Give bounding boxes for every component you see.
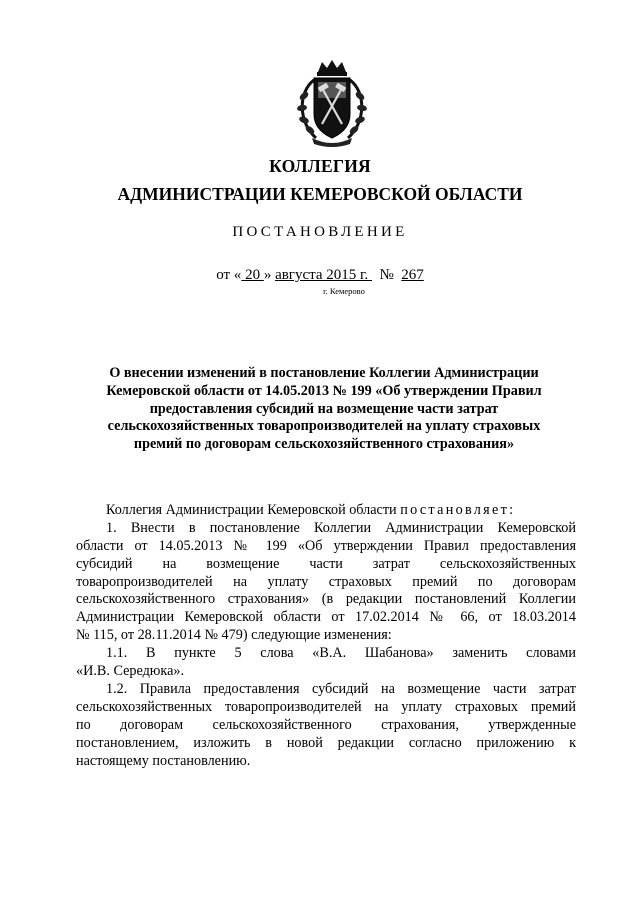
paragraph-1-2-line: сельскохозяйственных товаропроизводителей на уплату страховых премий — [76, 698, 576, 715]
subject-line: сельскохозяйственных товаропроизводителей на уплату страховых — [107, 418, 541, 435]
number-sign: № — [371, 267, 402, 283]
paragraph-1-2-line: по договорам сельскохозяйственного страхования, утвержденные — [76, 716, 576, 733]
resolves-word: постановляет: — [400, 502, 516, 518]
document-number: 267 — [401, 267, 424, 283]
subject-line: премий по договорам сельскохозяйственного страхования» — [133, 436, 515, 453]
document-type: ПОСТАНОВЛЕНИЕ — [232, 224, 408, 240]
document-subject — [64, 365, 584, 454]
date-month-year: августа 2015 г. — [275, 267, 372, 283]
paragraph-1-line: Администрации Кемеровской области от 17.02.2014 № 66, от 18.03.2014 — [76, 609, 576, 626]
paragraph-1-1-line: «И.В. Середюка». — [76, 663, 185, 680]
coat-of-arms-icon — [294, 58, 370, 148]
paragraph-1-line: товаропроизводителей на уплату страховых премий по договорам — [76, 573, 576, 590]
document-body — [76, 502, 576, 770]
paragraph-1-line: № 115, от 28.11.2014 № 479) следующие изменения: — [76, 627, 392, 644]
date-mid: » — [263, 267, 276, 283]
subject-line: Кемеровской области от 14.05.2013 № 199 «Об утверждении Правил — [106, 382, 542, 399]
org-title-line2: АДМИНИСТРАЦИИ КЕМЕРОВСКОЙ ОБЛАСТИ — [117, 184, 523, 204]
preamble-text: Коллегия Администрации Кемеровской области — [106, 502, 397, 518]
subject-line: О внесении изменений в постановление Коллегии Администрации — [109, 365, 539, 381]
org-title-line1: КОЛЛЕГИЯ — [269, 156, 371, 176]
preamble-line — [76, 502, 576, 520]
paragraph-1-1-line: 1.1. В пункте 5 слова «В.А. Шабанова» заменить словами — [106, 645, 576, 662]
date-prefix: от « — [216, 267, 242, 283]
paragraph-1-line: 1. Внести в постановление Коллегии Администрации Кемеровской — [106, 519, 576, 536]
city-label: г. Кемерово — [323, 286, 365, 296]
date-line — [0, 267, 640, 284]
paragraph-1-2-line: настоящему постановлению. — [76, 752, 251, 769]
paragraph-1-line: области от 14.05.2013 № 199 «Об утверждении Правил предоставления — [76, 537, 576, 554]
paragraph-1-2-line: 1.2. Правила предоставления субсидий на возмещение части затрат — [106, 680, 576, 697]
date-day: 20 — [241, 267, 264, 283]
paragraph-1-line: субсидий на возмещение части затрат сельскохозяйственных — [76, 555, 576, 572]
subject-line: предоставления субсидий на возмещение части затрат — [149, 400, 499, 417]
paragraph-1-line: сельскохозяйственного страхования» (в редакции постановлений Коллегии — [76, 591, 576, 608]
paragraph-1-2-line: постановлением, изложить в новой редакции согласно приложению к — [76, 734, 576, 751]
